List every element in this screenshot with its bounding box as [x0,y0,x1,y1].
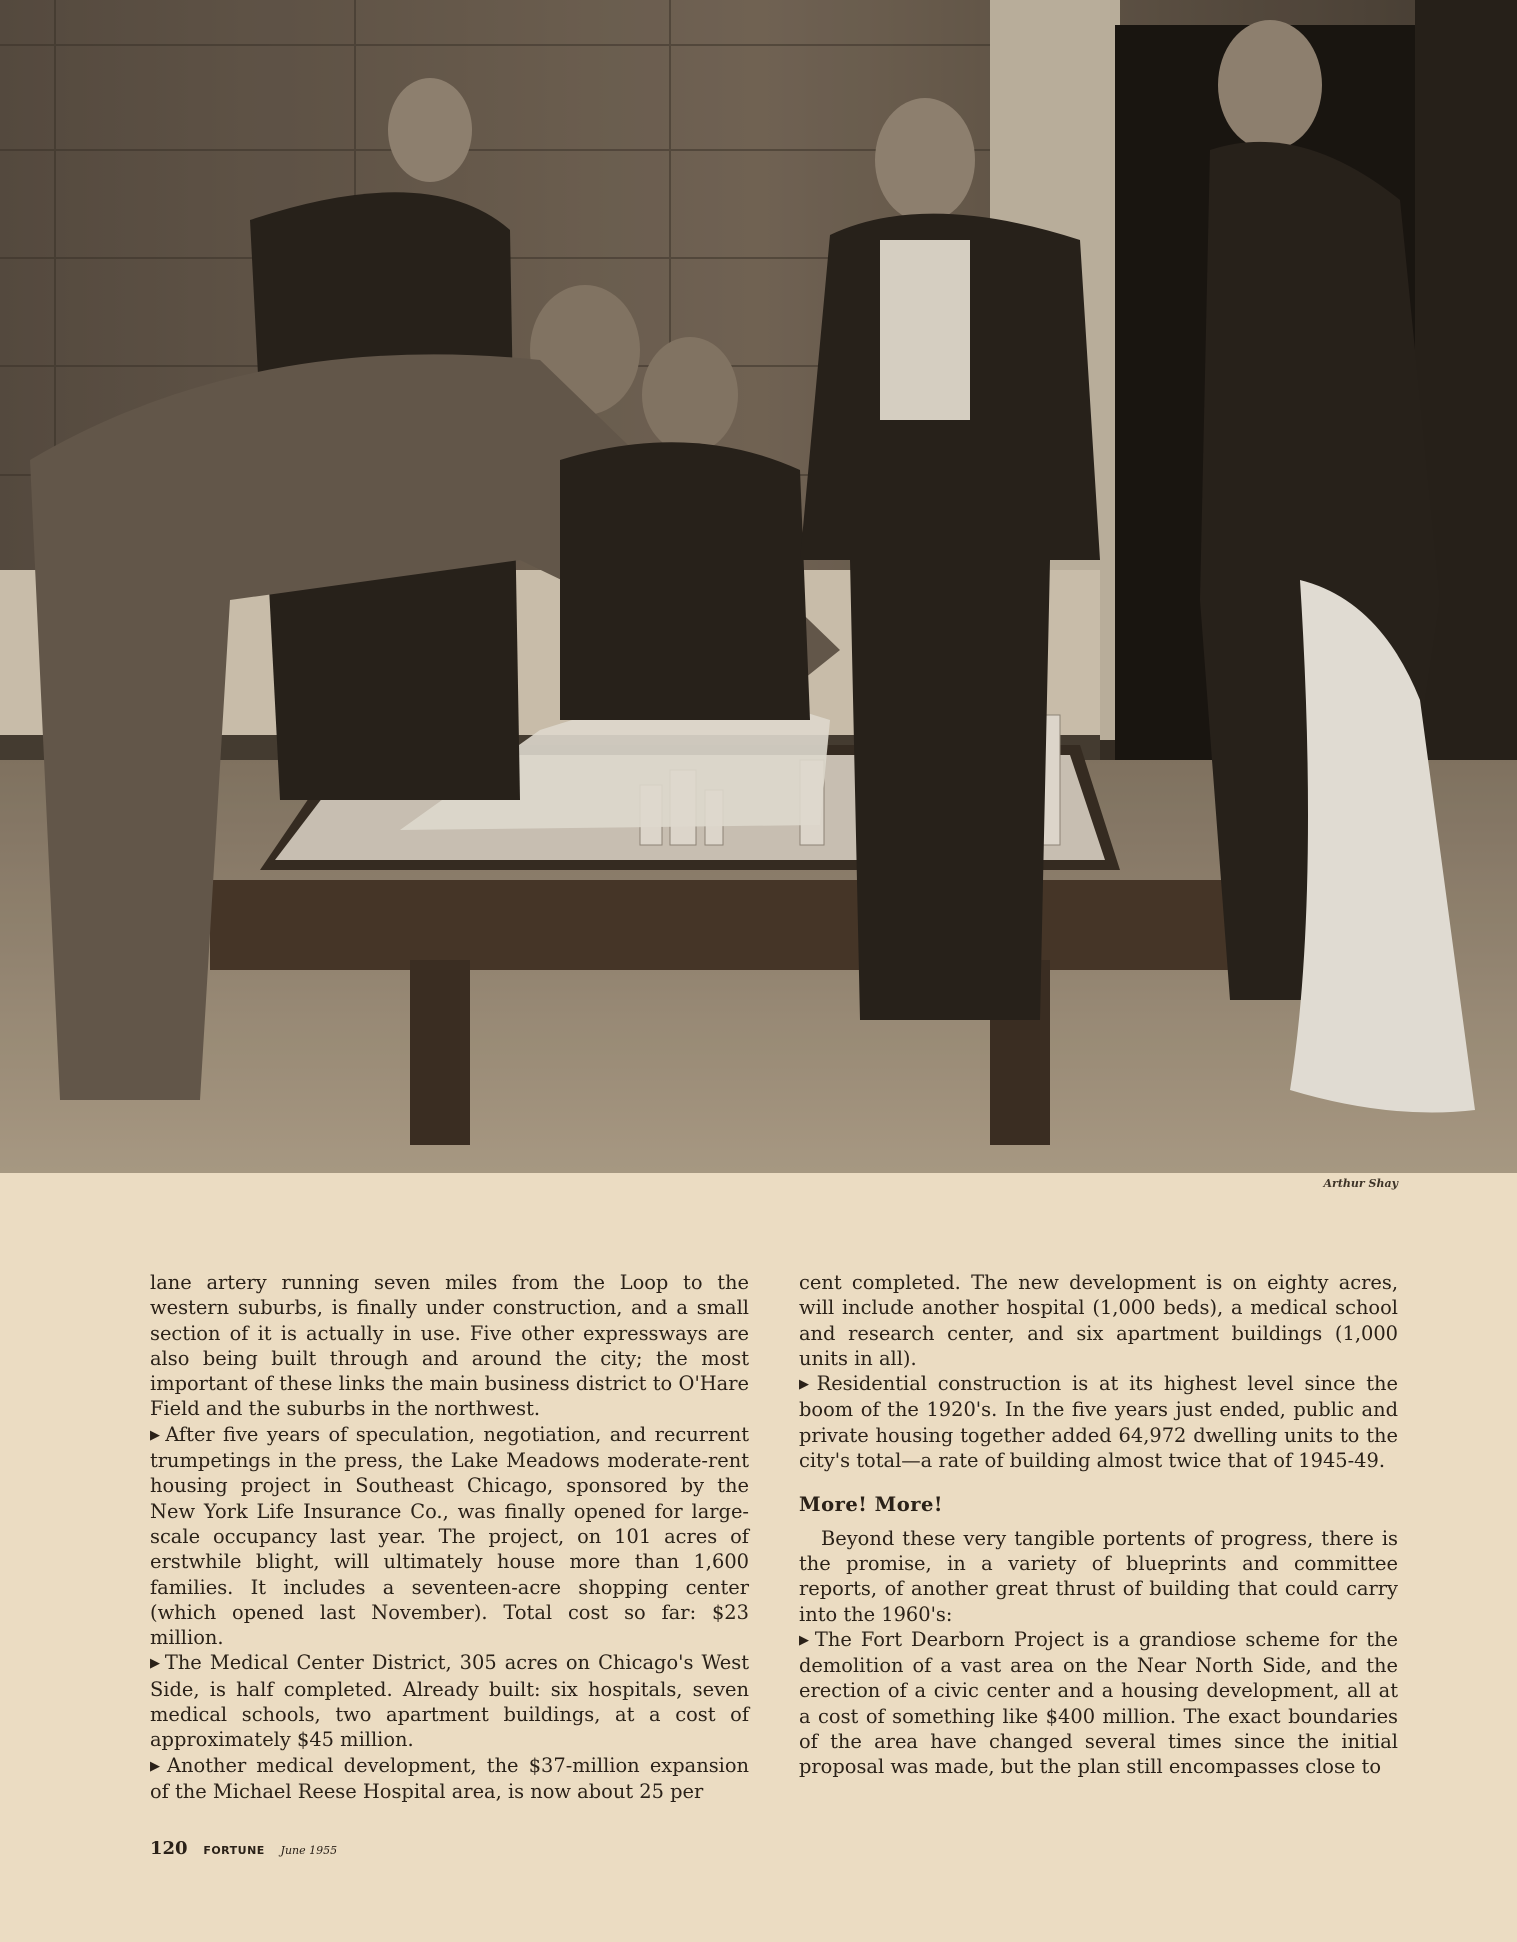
paragraph [799,1526,1398,1627]
paragraph-text: lane artery running seven miles from the Loop to the western suburbs, is finally under construction, and a small section of it is actually in use. Five other expressways are also being built through and around the city; the most important of these links the main business district to O'Hare Field and the suburbs in the northwest. [150,1271,749,1421]
triangle-bullet-icon: ▶ [150,1656,162,1672]
paragraph-text: Residential construction is at its highest level since the boom of the 1920's. In the five years just ended, public and private housing together added 64,972 dwelling units to the city's total—a rate of building almost twice that of 1945-49. [799,1372,1398,1473]
paragraph [799,1270,1398,1371]
triangle-bullet-icon: ▶ [150,1427,163,1443]
left-column [150,1270,749,1804]
paragraph-text: cent completed. The new development is on eighty acres, will include another hospital (1,000 beds), a medical school and research center, and six apartment buildings (1,000 units in all). [799,1271,1398,1370]
paragraph-text: The Medical Center District, 305 acres on Chicago's West Side, is half completed. Already built: six hospitals, seven medical schools, two apartment buildings, at a cost of approximately $45 million. [150,1651,750,1752]
triangle-bullet-icon: ▶ [799,1632,812,1648]
paragraph-text: Another medical development, the $37-million expansion of the Michael Reese Hospital area, is now about 25 per [150,1753,750,1803]
photo-credit: Arthur Shay [1323,1177,1398,1190]
paragraph [150,1270,749,1422]
bullet-paragraph [799,1371,1398,1473]
triangle-bullet-icon: ▶ [150,1758,165,1774]
bullet-paragraph [150,1753,749,1805]
paragraph-text: The Fort Dearborn Project is a grandiose scheme for the demolition of a vast area on the Near North Side, and the erection of a civic center and a housing development, all at a cost of something like $400 million. The exact boundaries of the area have changed several times since the initial proposal was made, but the plan still encompasses close to [799,1627,1399,1779]
page-number: 120 [150,1838,188,1859]
page-footer [150,1838,337,1859]
paragraph-text: After five years of speculation, negotiation, and recurrent trumpetings in the press, the Lake Meadows moderate-rent housing project in Southeast Chicago, sponsored by the New York Life Insurance Co., was finally opened for large-scale occupancy last year. The project, on 101 acres of erstwhile blight, will ultimately house more than 1,600 families. It includes a seventeen-acre shopping center (which opened last November). Total cost so far: $23 million. [150,1422,749,1650]
triangle-bullet-icon: ▶ [799,1377,814,1393]
issue-date: June 1955 [280,1844,338,1857]
section-heading: More! More! [799,1493,943,1517]
bullet-paragraph [150,1422,749,1651]
magazine-name: FORTUNE [203,1844,265,1857]
paragraph-text: Beyond these very tangible portents of progress, there is the promise, in a variety of blueprints and committee reports, of another great thrust of building that could carry into the 1960's: [799,1526,1398,1626]
right-column [799,1270,1398,1780]
bullet-paragraph [150,1650,749,1752]
bullet-paragraph [799,1627,1398,1780]
